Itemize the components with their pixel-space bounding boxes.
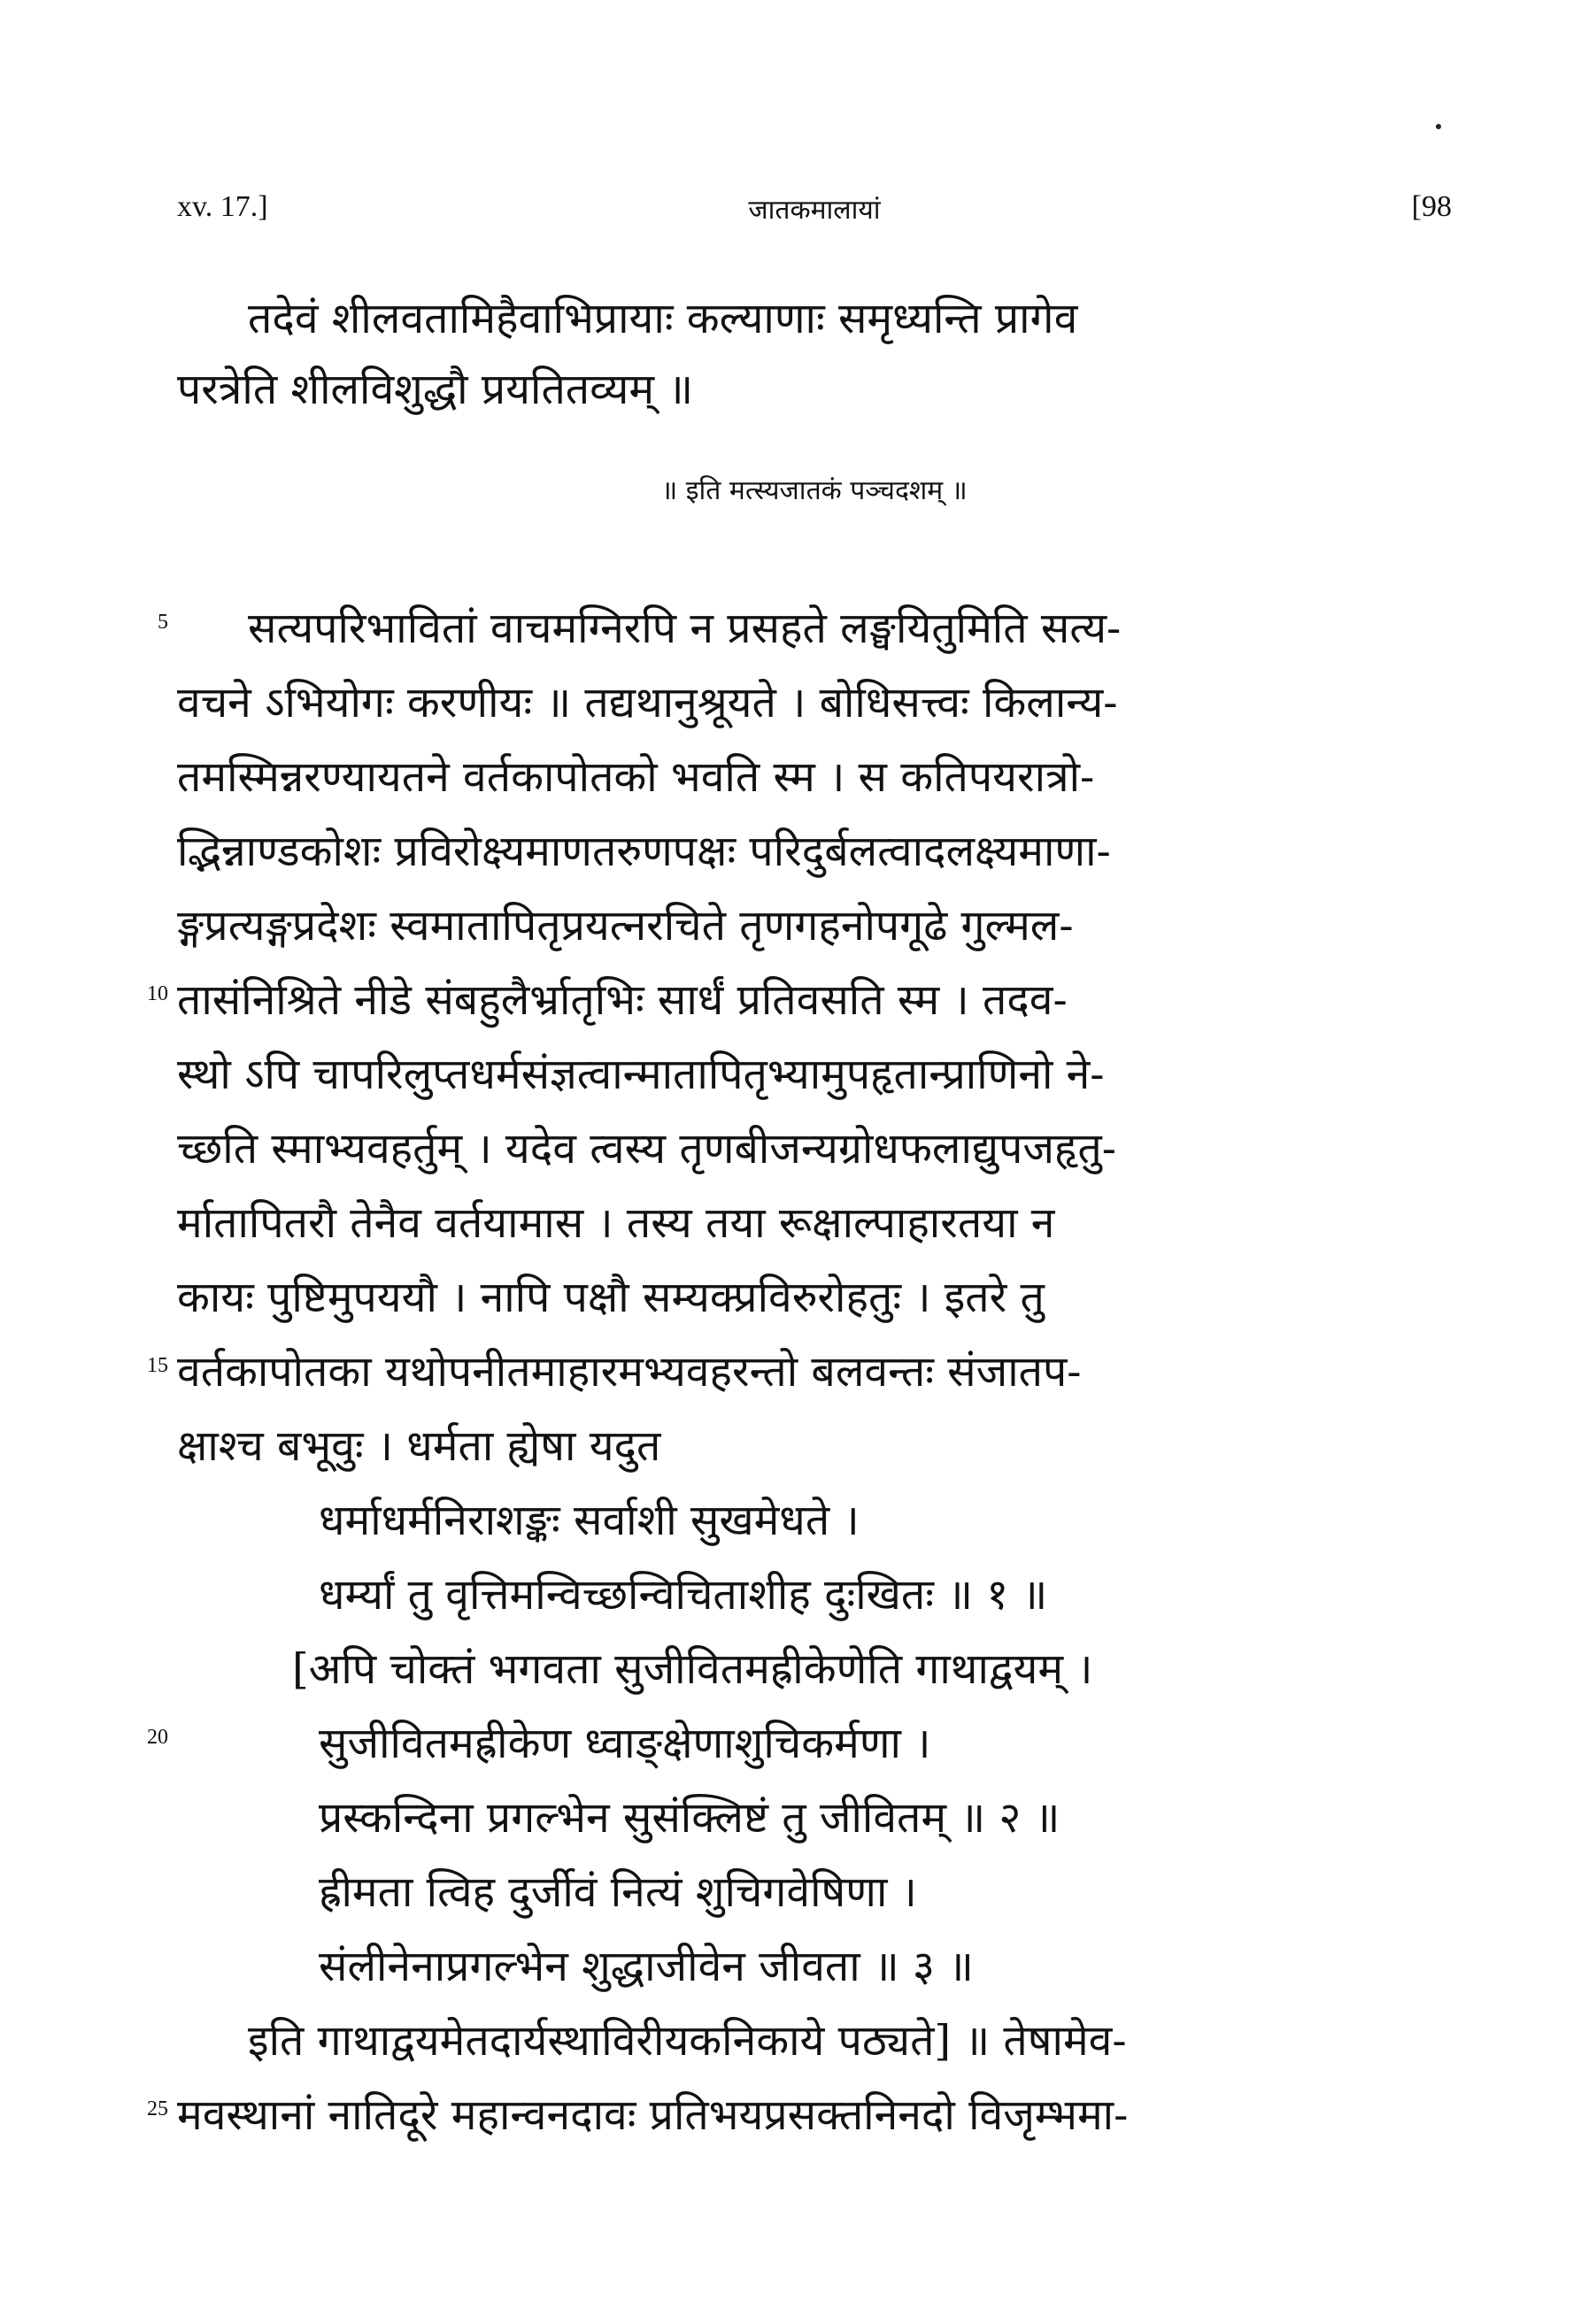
- line-number: 25: [147, 2097, 168, 2120]
- line-number: 20: [147, 1726, 168, 1749]
- page-number: [98: [1411, 190, 1452, 223]
- text-line: वर्तकापोतका यथोपनीतमाहारमभ्यवहरन्तो बलवन्तः संजातप-: [177, 1347, 1082, 1397]
- verse-line: संलीनेनाप्रगल्भेन शुद्धाजीवेन जीवता ॥ ३ ॥: [319, 1942, 974, 1991]
- line-number: 10: [147, 982, 168, 1005]
- text-line: तमस्मिन्नरण्यायतने वर्तकापोतको भवति स्म । स कतिपयरात्रो-: [177, 752, 1095, 802]
- text-line: तदेवं शीलवतामिहैवाभिप्रायाः कल्याणाः समृध्यन्ति प्रागेव: [248, 294, 1078, 343]
- header-reference: xv. 17.]: [177, 190, 268, 223]
- text-line: स्थो ऽपि चापरिलुप्तधर्मसंज्ञत्वान्मातापितृभ्यामुपहृतान्प्राणिनो ने-: [177, 1050, 1105, 1099]
- text-line: इति गाथाद्वयमेतदार्यस्थाविरीयकनिकाये पठ्यते] ॥ तेषामेव-: [248, 2016, 1127, 2066]
- text-line: च्छति स्माभ्यवहर्तुम् । यदेव त्वस्य तृणबीजन्यग्रोधफलाद्युपजहृतु-: [177, 1124, 1117, 1174]
- running-header: [177, 190, 1452, 235]
- line-number: 5: [158, 611, 168, 634]
- text-line: तासंनिश्रिते नीडे संबहुलैर्भ्रातृभिः सार्धं प्रतिवसति स्म । तदव-: [177, 975, 1068, 1025]
- text-line: क्षाश्च बभूवुः । धर्मता ह्येषा यदुत: [177, 1421, 661, 1471]
- text-line: कायः पुष्टिमुपययौ । नापि पक्षौ सम्यक्प्रविरुरोहतुः । इतरे तु: [177, 1273, 1045, 1322]
- text-line: सत्यपरिभावितां वाचमग्निरपि न प्रसहते लङ्घयितुमिति सत्य-: [248, 604, 1122, 653]
- header-title: जातकमालायां: [748, 196, 881, 225]
- text-line: ङ्गप्रत्यङ्गप्रदेशः स्वमातापितृप्रयत्नरचिते तृणगहनोपगूढे गुल्मल-: [177, 901, 1074, 950]
- verse-line: ह्रीमता त्विह दुर्जीवं नित्यं शुचिगवेषिणा ।: [319, 1867, 917, 1917]
- verse-line: सुजीवितमह्रीकेण ध्वाङ्क्षेणाशुचिकर्मणा ।: [319, 1719, 931, 1768]
- verse-line: धर्म्यां तु वृत्तिमन्विच्छन्विचिताशीह दुःखितः ॥ १ ॥: [319, 1570, 1048, 1620]
- text-line: [अपि चोक्तं भगवता सुजीवितमह्रीकेणेति गाथाद्वयम् ।: [292, 1644, 1093, 1694]
- line-number: 15: [147, 1354, 168, 1377]
- chapter-colophon: ॥ इति मत्स्यजातकं पञ्चदशम् ॥: [661, 475, 968, 506]
- text-line: वचने ऽभियोगः करणीयः ॥ तद्यथानुश्रूयते । बोधिसत्त्वः किलान्य-: [177, 678, 1118, 727]
- text-line: र्मातापितरौ तेनैव वर्तयामास । तस्य तया रूक्षाल्पाहारतया न: [177, 1198, 1055, 1248]
- text-line: मवस्थानां नातिदूरे महान्वनदावः प्रतिभयप्रसक्तनिनदो विजृम्भमा-: [177, 2090, 1129, 2140]
- text-line: द्भिन्नाण्डकोशः प्रविरोक्ष्यमाणतरुणपक्षः परिदुर्बलत्वादलक्ष्यमाणा-: [177, 827, 1111, 876]
- verse-line: प्रस्कन्दिना प्रगल्भेन सुसंक्लिष्टं तु जीवितम् ॥ २ ॥: [319, 1793, 1060, 1843]
- text-line: परत्रेति शीलविशुद्धौ प्रयतितव्यम् ॥: [177, 365, 694, 414]
- verse-line: धर्माधर्मनिराशङ्कः सर्वाशी सुखमेधते ।: [319, 1496, 860, 1545]
- scan-speck: [1436, 124, 1441, 129]
